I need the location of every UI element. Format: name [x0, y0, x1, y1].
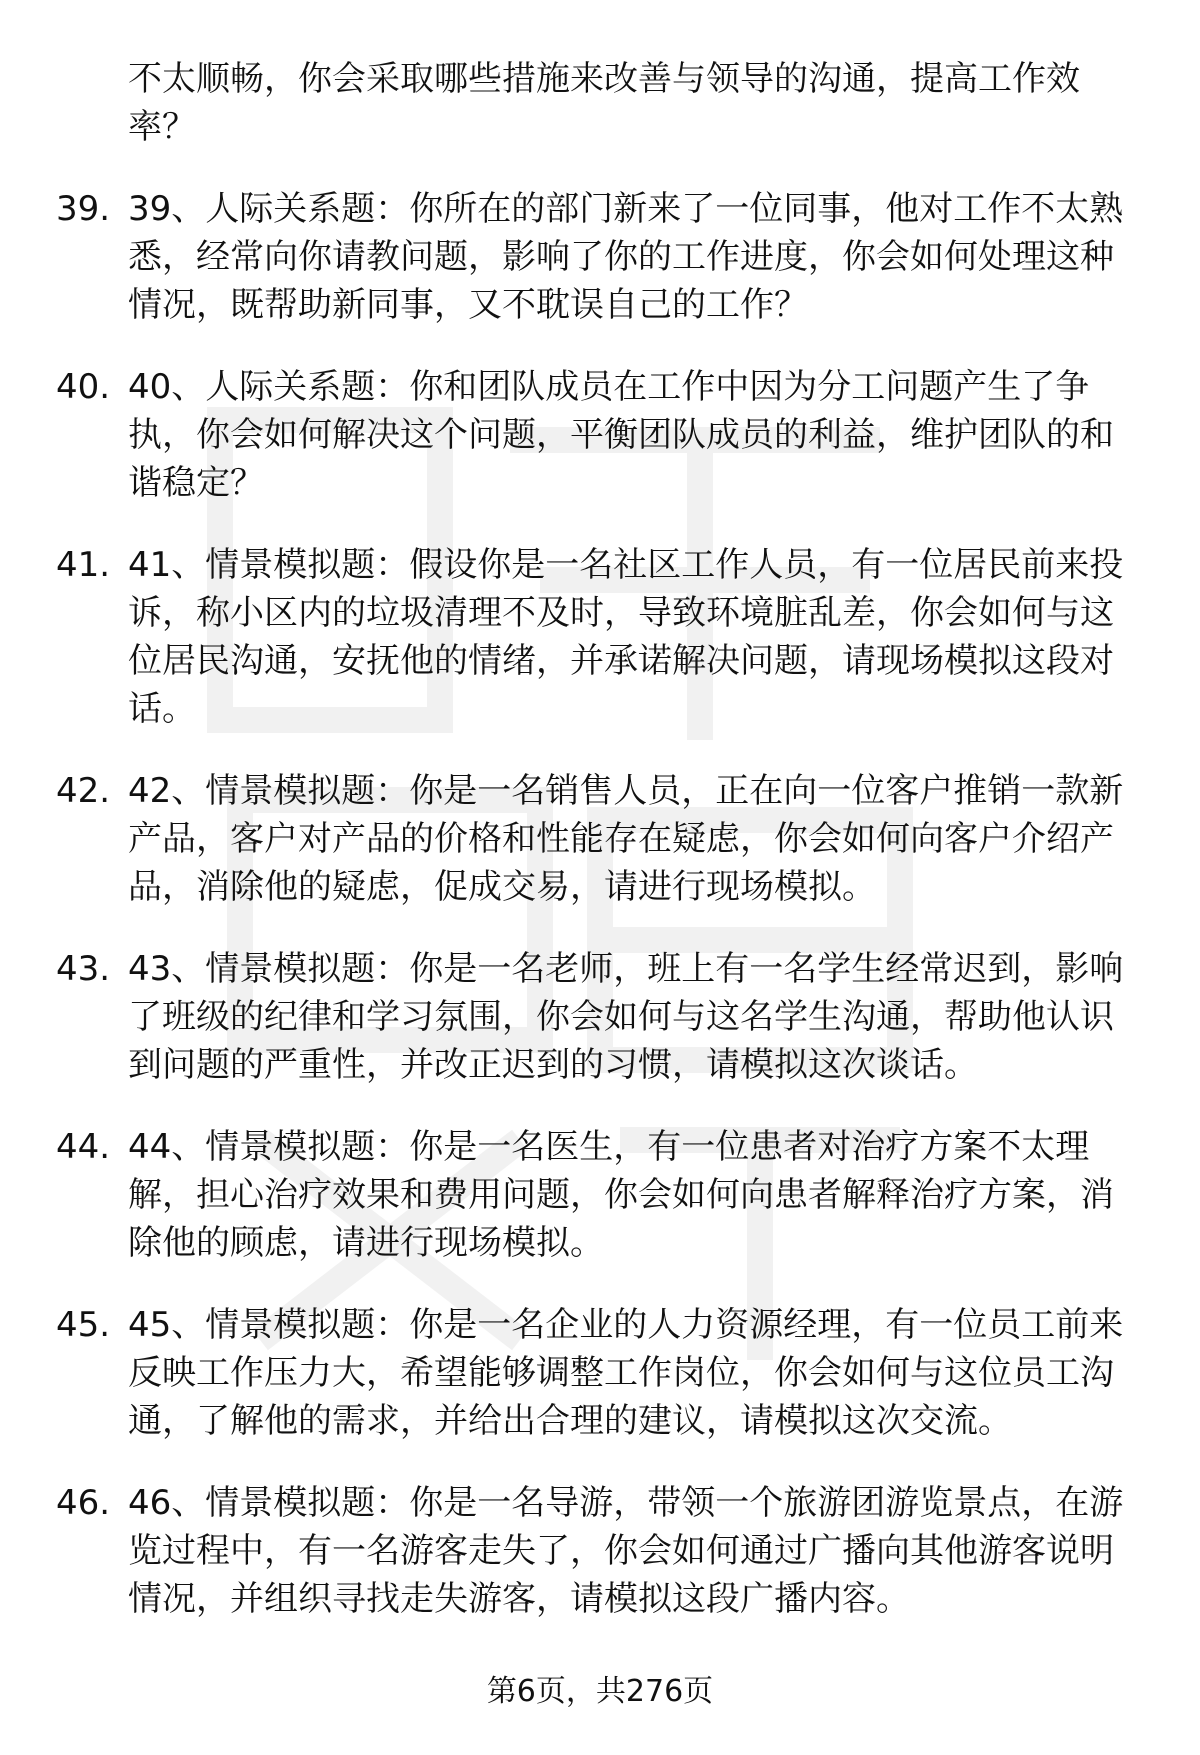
item-text: 44、情景模拟题：你是一名医生，有一位患者对治疗方案不太理解，担心治疗效果和费用问题，你会如何向患者解释治疗方案，消除他的顾虑，请进行现场模拟。: [128, 1127, 1114, 1263]
item-text: 39、人际关系题：你所在的部门新来了一位同事，他对工作不太熟悉，经常向你请教问题，影响了你的工作进度，你会如何处理这种情况，既帮助新同事，又不耽误自己的工作？: [128, 189, 1124, 325]
item-text: 46、情景模拟题：你是一名导游，带领一个旅游团游览景点，在游览过程中，有一名游客走失了，你会如何通过广播向其他游客说明情况，并组织寻找走失游客，请模拟这段广播内容。: [128, 1483, 1124, 1619]
list-item: [56, 1123, 1156, 1267]
question-list: [56, 55, 1156, 1657]
list-item: [56, 767, 1156, 911]
item-text: 40、人际关系题：你和团队成员在工作中因为分工问题产生了争执，你会如何解决这个问题，平衡团队成员的利益，维护团队的和谐稳定？: [128, 367, 1114, 503]
list-item: [56, 1479, 1156, 1623]
page-footer: 第6页，共276页: [486, 1674, 714, 1709]
item-number: 44.: [56, 1127, 111, 1167]
item-number: 40.: [56, 367, 111, 407]
item-text: 43、情景模拟题：你是一名老师，班上有一名学生经常迟到，影响了班级的纪律和学习氛围，你会如何与这名学生沟通，帮助他认识到问题的严重性，并改正迟到的习惯，请模拟这次谈话。: [128, 949, 1124, 1085]
item-number: 42.: [56, 771, 111, 811]
item-text: 41、情景模拟题：假设你是一名社区工作人员，有一位居民前来投诉，称小区内的垃圾清理不及时，导致环境脏乱差，你会如何与这位居民沟通，安抚他的情绪，并承诺解决问题，请现场模拟这段对话。: [128, 545, 1124, 729]
item-number: 43.: [56, 949, 111, 989]
list-item: [56, 541, 1156, 733]
list-item: [56, 185, 1156, 329]
list-item: [56, 945, 1156, 1089]
list-item: [56, 363, 1156, 507]
item-number: 41.: [56, 545, 111, 585]
item-number: 45.: [56, 1305, 111, 1345]
continued-question-text: 不太顺畅，你会采取哪些措施来改善与领导的沟通，提高工作效率？: [128, 59, 1080, 147]
item-text: 45、情景模拟题：你是一名企业的人力资源经理，有一位员工前来反映工作压力大，希望能够调整工作岗位，你会如何与这位员工沟通，了解他的需求，并给出合理的建议，请模拟这次交流。: [128, 1305, 1124, 1441]
item-number: 46.: [56, 1483, 111, 1523]
list-item: [56, 1301, 1156, 1445]
item-number: 39.: [56, 189, 111, 229]
item-text: 42、情景模拟题：你是一名销售人员，正在向一位客户推销一款新产品，客户对产品的价格和性能存在疑虑，你会如何向客户介绍产品，消除他的疑虑，促成交易，请进行现场模拟。: [128, 771, 1124, 907]
